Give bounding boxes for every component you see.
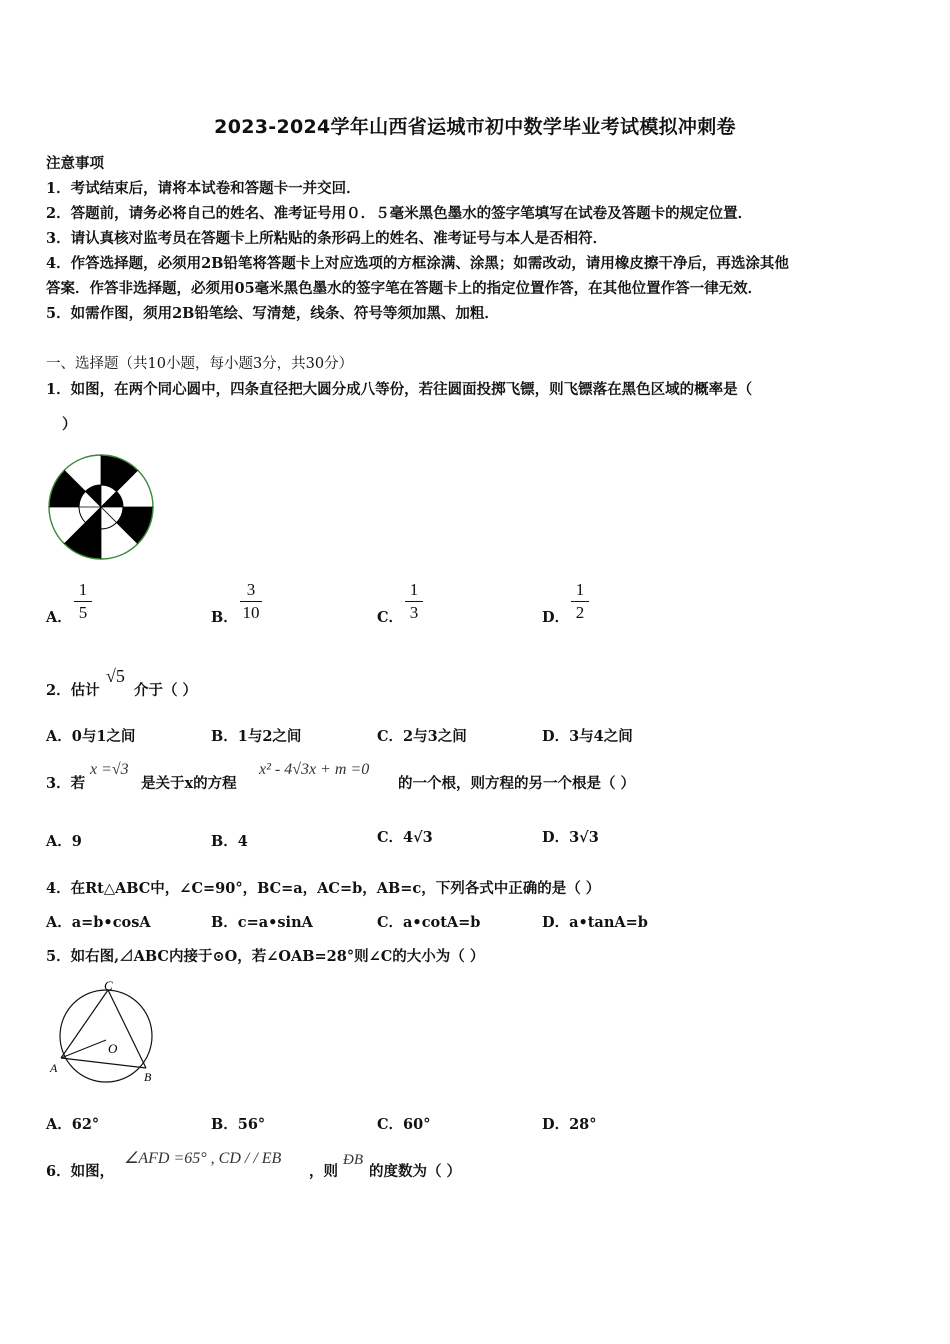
q2-option-d[interactable]: D．3与4之间: [542, 728, 633, 745]
q5-option-c[interactable]: C．60°: [377, 1116, 431, 1133]
numerator: 1: [78, 580, 88, 599]
q1-option-c-fraction[interactable]: [405, 580, 423, 623]
q3-option-a[interactable]: A．9: [46, 833, 82, 850]
vertex-a-label: A: [50, 1061, 58, 1075]
notice-item: 5．如需作图，须用2B铅笔绘、写清楚，线条、符号等须加黑、加粗．: [46, 305, 499, 322]
q5-option-a[interactable]: A．62°: [46, 1116, 100, 1133]
denominator: 5: [78, 603, 88, 622]
q3-root-expression: x =√3: [90, 761, 129, 778]
page-title: 2023-2024学年山西省运城市初中数学毕业考试模拟冲刺卷: [214, 116, 736, 138]
q3-equation: x² - 4√3x + m =0: [259, 761, 370, 778]
q6-angle-expression: ÐB: [343, 1152, 363, 1168]
q1-option-d-fraction[interactable]: [571, 580, 589, 623]
q2-suffix: 介于（ ）: [134, 682, 198, 699]
numerator: 1: [575, 580, 585, 599]
notice-item: 4．作答选择题，必须用2B铅笔将答题卡上对应选项的方框涂满、涂黑；如需改动，请用橡皮擦干净后，再选涂其他: [46, 255, 789, 272]
q2-option-b[interactable]: B．1与2之间: [211, 728, 302, 745]
q3-option-b[interactable]: B．4: [211, 833, 248, 850]
notice-item: 答案．作答非选择题，必须用05毫米黑色墨水的签字笔在答题卡上的指定位置作答，在其他位置作答一律无效．: [46, 280, 763, 297]
q5-text: 5．如右图,⊿ABC内接于⊙O，若∠OAB=28°则∠C的大小为（ ）: [46, 948, 485, 965]
q1-option-a-fraction[interactable]: [74, 580, 92, 623]
q5-option-b[interactable]: B．56°: [211, 1116, 266, 1133]
q4-option-c[interactable]: C．a•cotA=b: [377, 914, 481, 931]
q1-close: ）: [62, 416, 77, 433]
q6-suffix: 的度数为（ ）: [369, 1163, 462, 1180]
q3-prefix: 3．若: [46, 775, 86, 792]
q1-dartboard-figure: [46, 452, 156, 562]
notice-item: 2．答题前，请务必将自己的姓名、准考证号用０．５毫米黑色墨水的签字笔填写在试卷及答题卡的规定位置．: [46, 205, 753, 222]
q2-sqrt-expression: √5: [106, 666, 125, 686]
q6-prefix: 6．如图，: [46, 1163, 115, 1180]
q5-option-d[interactable]: D．28°: [542, 1116, 597, 1133]
q3-suffix: 的一个根，则方程的另一个根是（ ）: [398, 775, 636, 792]
q2-option-a[interactable]: A．0与1之间: [46, 728, 136, 745]
q4-option-a[interactable]: A．a=b•cosA: [46, 914, 151, 931]
q1-option-b-label[interactable]: B．: [211, 609, 238, 626]
q1-option-d-label[interactable]: D．: [542, 609, 570, 626]
numerator: 3: [246, 580, 256, 599]
q4-text: 4．在Rt△ABC中，∠C=90°，BC=a，AC=b，AB=c，下列各式中正确的是（ ）: [46, 880, 601, 897]
q6-given-expression: ∠AFD =65° , CD / / EB: [124, 1150, 282, 1167]
denominator: 10: [242, 603, 260, 622]
q2-prefix: 2．估计: [46, 682, 100, 699]
q4-option-d[interactable]: D．a•tanA=b: [542, 914, 648, 931]
q1-text: 1．如图，在两个同心圆中，四条直径把大圆分成八等份，若往圆面投掷飞镖，则飞镖落在黑色区域的概率是（: [46, 381, 753, 398]
q3-option-d[interactable]: D．3√3: [542, 829, 599, 846]
notice-item: 3．请认真核对监考员在答题卡上所粘贴的条形码上的姓名、准考证号与本人是否相符．: [46, 230, 608, 247]
notice-item: 1．考试结束后，请将本试卷和答题卡一并交回．: [46, 180, 361, 197]
q4-option-b[interactable]: B．c=a•sinA: [211, 914, 313, 931]
q2-option-c[interactable]: C．2与3之间: [377, 728, 467, 745]
q5-circle-figure: [48, 980, 160, 1086]
q1-option-c-label[interactable]: C．: [377, 609, 404, 626]
section-heading: 一、选择题（共10小题，每小题3分，共30分）: [46, 356, 354, 372]
q1-option-a-label[interactable]: A．: [46, 609, 72, 626]
vertex-c-label: C: [104, 980, 113, 993]
denominator: 2: [575, 603, 585, 622]
q1-option-b-fraction[interactable]: [240, 580, 262, 623]
center-o-label: O: [108, 1041, 118, 1056]
q6-middle-text: ，则: [309, 1163, 338, 1180]
vertex-b-label: B: [144, 1070, 152, 1084]
q3-middle-text: 是关于x的方程: [141, 775, 237, 792]
numerator: 1: [409, 580, 419, 599]
denominator: 3: [409, 603, 419, 622]
q3-option-c[interactable]: C．4√3: [377, 829, 433, 846]
notice-heading: 注意事项: [46, 155, 104, 172]
